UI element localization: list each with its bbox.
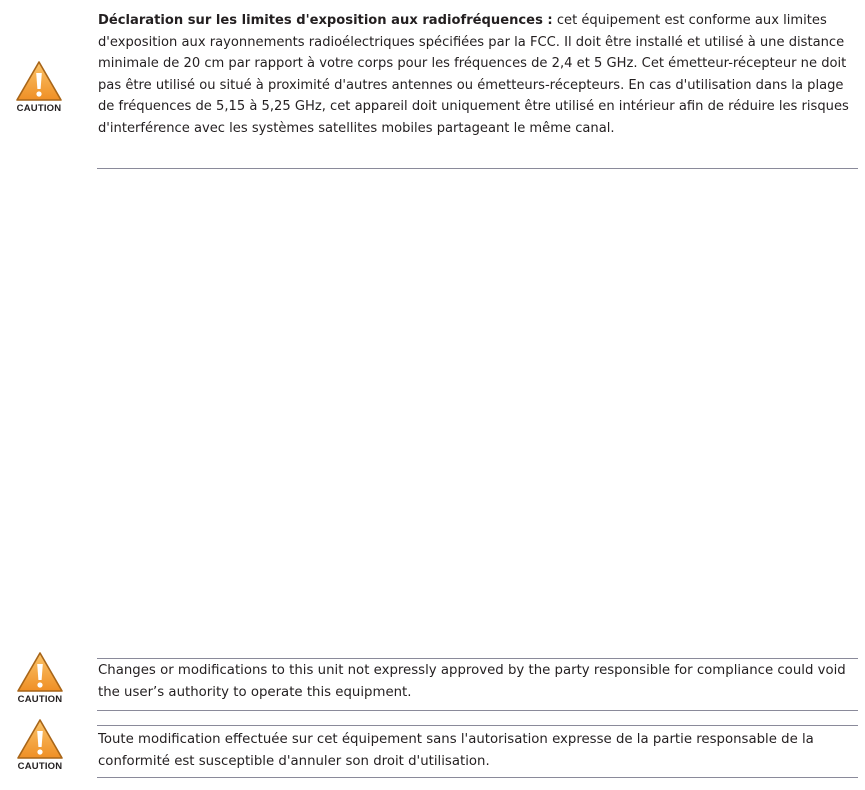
divider <box>97 777 858 778</box>
caution-label: CAUTION <box>17 694 63 705</box>
divider <box>97 168 858 169</box>
divider <box>97 725 858 726</box>
caution-triangle-icon <box>16 718 64 760</box>
notice-text: Changes or modifications to this unit not expressly approved by the party responsible for compliance could void the user’s authority to operate this equipment. <box>98 663 846 700</box>
notice-text: Toute modification effectuée sur cet équipement sans l'autorisation expresse de la partie responsable de la conformité est susceptible d'annuler son droit d'utilisation. <box>98 732 814 769</box>
caution-block <box>9 718 71 772</box>
caution-block <box>9 651 71 705</box>
caution-label: CAUTION <box>16 103 62 114</box>
notice-lead: Déclaration sur les limites d'exposition aux radiofréquences : <box>98 13 553 28</box>
divider <box>97 710 858 711</box>
caution-triangle-icon <box>16 651 64 693</box>
caution-triangle-icon <box>15 60 63 102</box>
divider <box>97 658 858 659</box>
caution-label: CAUTION <box>17 761 63 772</box>
notice-text <box>98 10 858 139</box>
caution-block <box>8 60 70 114</box>
notice-body: cet équipement est conforme aux limites d'exposition aux rayonnements radioélectriques spécifiées par la FCC. Il doit être installé et utilisé à une distance minimale de 20 cm par rapport à votre corps pour les fréquences de 2,4 et 5 GHz. Cet émetteur-récepteur ne doit pas être utilisé ou situé à proximité d'autres antennes ou émetteurs-récepteurs. En cas d'utilisation dans la plage de fréquences de 5,15 à 5,25 GHz, cet appareil doit uniquement être utilisé en intérieur afin de réduire les risques d'interférence avec les systèmes satellites mobiles partageant le même canal. <box>98 13 849 136</box>
